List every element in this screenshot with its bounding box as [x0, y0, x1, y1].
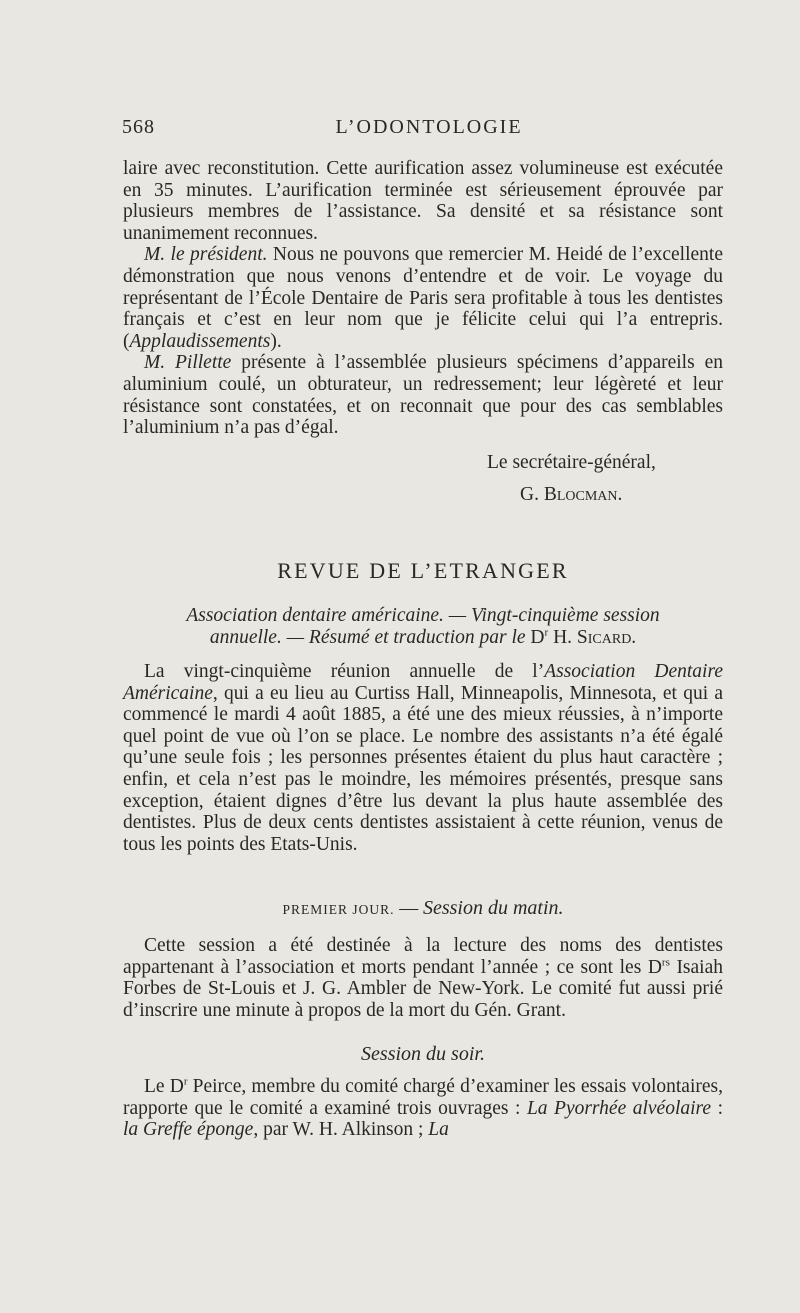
speaker-name: M. Pillette: [144, 352, 232, 374]
page-number: 568: [122, 116, 155, 138]
report-intro: [123, 661, 723, 855]
paragraph: La vingt-cinquième réunion annuelle de l’Association Dentaire Américaine, qui a eu lieu au Curtiss Hall, Minneapolis, Minnesota, et qui a commencé le mardi 4 août 1885, a été une des mieux réussies, à n’importe quel point de vue où l’on se place. Le nombre des assistants n’a été égalé qu’une seule fois ; les personnes présentes étaient du plus haut caractère ; enfin, et cela n’est pas le moindre, les mémoires présentés, presque sans exception, étaient dignes d’être lus devant la plus haute assemblée des dentistes. Plus de deux cents dentistes assistaient à cette réunion, venus de tous les points des Etats-Unis.: [123, 661, 723, 855]
signature-role: Le secrétaire-général,: [487, 452, 656, 473]
section-subtitle: Association dentaire américaine. — Vingt-cinquième session annuelle. — Résumé et traduction par le $D^r$ H. Sicard.: [186, 605, 660, 648]
morning-session-text: [123, 935, 723, 1021]
paragraph: Le $D^r$ Peirce, membre du comité chargé d’examiner les essais volontaires, rapporte que le comité a examiné trois ouvrages : La Pyorrhée alvéolaire : la Greffe éponge, par W. H. Alkinson ; La: [123, 1075, 723, 1141]
paragraph: M. le président. Nous ne pouvons que remercier M. Heidé de l’excellente démonstration que nous venons d’entendre et de voir. Le voyage du représentant de l’École Dentaire de Paris sera profitable à tous les dentistes français et c’est en leur nom que je félicite celui qui l’a entrepris. (Applaudissements).: [123, 244, 723, 352]
paragraph: M. Pillette présente à l’assemblée plusieurs spécimens d’appareils en aluminium coulé, un obturateur, un redressement; leur légèreté et leur résistance sont constatées, et on reconnait que pour des cas semblables l’aluminium n’a pas d’égal.: [123, 352, 723, 439]
running-title: L’ODONTOLOGIE: [335, 116, 523, 138]
evening-session-text: [123, 1076, 723, 1141]
page-header: [122, 116, 722, 146]
paragraph: laire avec reconstitution. Cette aurification assez volumineuse est exécutée en 35 minutes. L’aurification terminée est sérieusement éprouvée par plusieurs membres de l’assistance. Sa densité et sa résistance sont unanimement reconnues.: [123, 158, 723, 244]
section-title: REVUE DE L’ETRANGER: [277, 558, 569, 583]
evening-session-heading: Session du soir.: [361, 1043, 485, 1065]
signature-name: G. Blocman.: [520, 484, 623, 505]
minutes-text: [123, 158, 723, 439]
paragraph: Cette session a été destinée à la lecture des noms des dentistes appartenant à l’association et morts pendant l’année ; ce sont les $D^{rs}$ Isaiah Forbes de St-Louis et J. G. Ambler de New-York. Le comité fut aussi prié d’inscrire une minute à propos de la mort du Gén. Grant.: [123, 935, 723, 1021]
day-heading: PREMIER JOUR. — Session du matin.: [282, 897, 564, 919]
speaker-name: M. le président.: [144, 244, 268, 266]
